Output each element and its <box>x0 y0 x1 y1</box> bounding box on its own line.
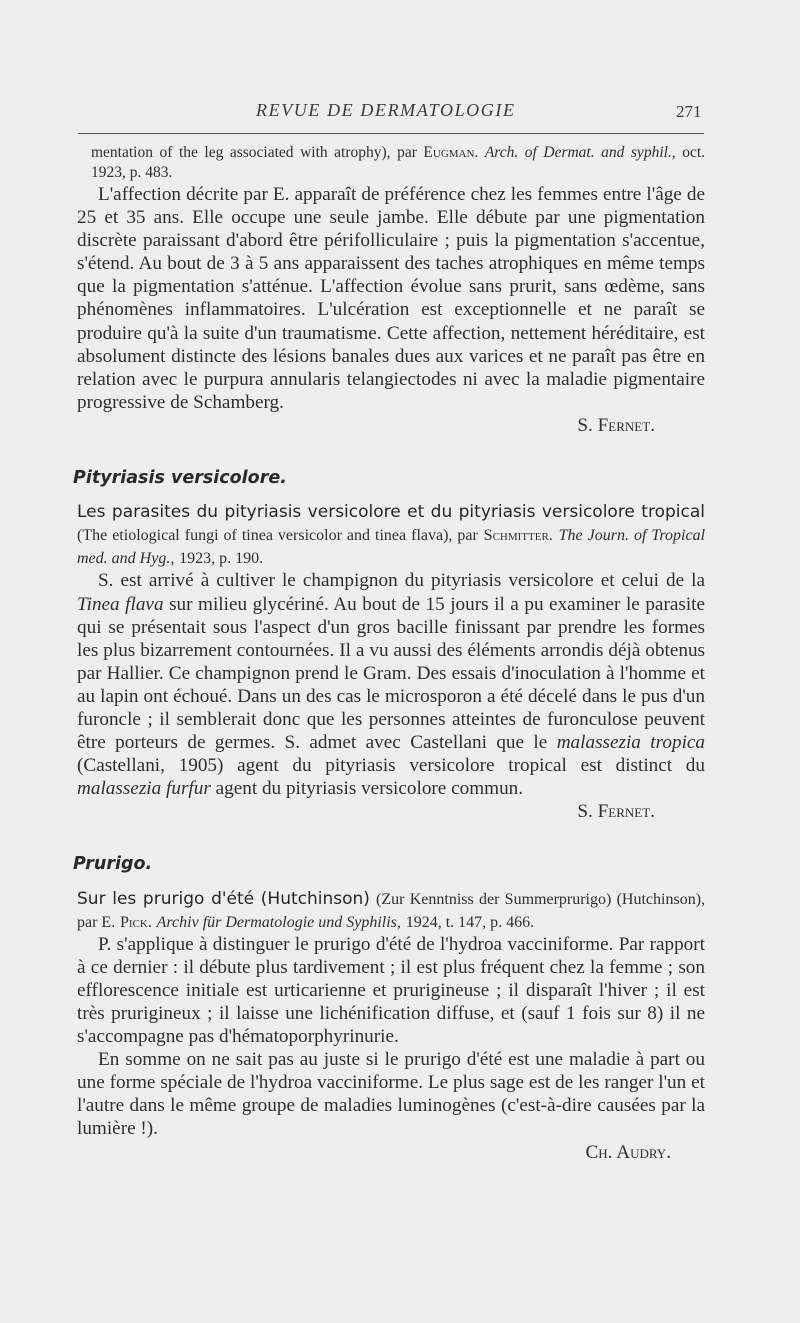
running-head: REVUE DE DERMATOLOGIE <box>256 100 516 120</box>
intro-signature-line <box>77 414 705 437</box>
section-title-pityriasis: Pityriasis versicolore. <box>73 468 287 489</box>
pityriasis-signature-line <box>77 800 705 823</box>
page-number: 271 <box>676 102 702 121</box>
entry-author-prurigo: Pick. <box>120 913 152 931</box>
intro-ref-tail: oct. 1923, p. 483. <box>91 144 706 181</box>
pityriasis-text-2: sur milieu glycériné. Au bout de 15 jours il a pu examiner le parasite qui se présentait sous l'aspect d'un gros bacille finissant par prendre les formes les plus bizarrement contournées. Il a vu aussi des éléments arrondis déjà obtenus par Hallier. Ce champignon prend le Gram. Des essais d'inoculation à l'homme et au lapin ont échoué. Dans un des cas le microsporon a été décelé dans le pus d'un furoncle ; il semblerait donc que les personnes atteintes de furonculose peuvent être porteurs de germes. S. admet avec Castellani que le <box>77 593 706 754</box>
article-body <box>73 143 706 1164</box>
intro-ref-author: Eugman. <box>423 144 479 161</box>
prurigo-signature: Ch. Audry. <box>585 1141 671 1163</box>
intro-ref-text: mentation of the leg associated with atrophy), par <box>91 144 417 161</box>
intro-signature: S. Fernet. <box>577 414 655 436</box>
intro-paragraph: L'affection décrite par E. apparaît de préférence chez les femmes entre l'âge de 25 et 35 ans. Elle occupe une seule jambe. Elle débute par une pigmentation discrète paraissant d'abord être périfolliculaire ; puis la pigmentation s'accentue, s'étend. Au bout de 3 à 5 ans apparaissent des taches atrophiques en même temps que la pigmentation s'atténue. L'affection évolue sans prurit, sans œdème, sans phénomènes inflammatoires. L'ulcération est exceptionnelle et ne paraît se produire qu'à la suite d'un traumatisme. Cette affection, nettement héréditaire, est absolument distincte des lésions banales dues aux varices et ne paraît pas être en relation avec le purpura annularis telangiectodes ni avec la maladie pigmentaire progressive de Schamberg. <box>77 184 705 413</box>
paragraph-prurigo-1: P. s'applique à distinguer le prurigo d'été de l'hydroa vacciniforme. Par rapport à ce dernier : il débute plus tardivement ; il est plus fréquent chez la femme ; son efflorescence initiale est urticarienne et prurigineuse ; il disparaît l'hiver ; il est très prurigineux ; il laisse une lichénification diffuse, et (sauf 1 fois sur 8) il ne s'accompagne pas d'hématoporphyrinurie. <box>77 933 705 1048</box>
entry-author-pityriasis: Schmitter. <box>483 527 553 545</box>
header-rule <box>78 133 704 134</box>
entry-heading-prurigo <box>77 887 705 933</box>
entry-ref-tail-prurigo: 1924, t. 147, p. 466. <box>405 913 535 931</box>
pityriasis-signature: S. Fernet. <box>577 801 655 823</box>
entry-title-prurigo: Sur les prurigo d'été (Hutchinson) <box>77 888 370 909</box>
entry-journal-pityriasis: The Journ. of Tropical med. and Hyg., <box>77 527 706 568</box>
entry-heading-pityriasis <box>77 500 705 569</box>
intro-ref-journal: Arch. of Dermat. and syphil., <box>484 144 676 161</box>
entry-ref-tail-pityriasis: 1923, p. 190. <box>179 550 264 568</box>
pityriasis-text-1: S. est arrivé à cultiver le champignon du pityriasis versicolore et celui de la <box>98 570 705 592</box>
paragraph-pityriasis <box>77 569 705 800</box>
paragraph-prurigo-2: En somme on ne sait pas au juste si le prurigo d'été est une maladie à part ou une forme spéciale de l'hydroa vacciniforme. Le plus sage est de les ranger l'un et l'autre dans le même groupe de maladies luminogènes (c'est-à-dire causées par la lumière !). <box>77 1049 705 1140</box>
pityriasis-italic-3: malassezia furfur <box>77 778 211 800</box>
pityriasis-text-4: agent du pityriasis versicolore commun. <box>215 778 524 800</box>
entry-journal-prurigo: Archiv für Dermatologie und Syphilis, <box>156 913 401 931</box>
entry-title-pityriasis: Les parasites du pityriasis versicolore et du pityriasis versicolore tropical <box>77 502 705 523</box>
pityriasis-text-3: (Castellani, 1905) agent du pityriasis versicolore tropical est distinct du <box>77 755 705 777</box>
intro-reference <box>77 143 705 183</box>
entry-subtitle-pityriasis: (The etiological fungi of tinea versicolor and tinea flava), par <box>77 527 478 545</box>
section-title-prurigo: Prurigo. <box>73 854 153 875</box>
pityriasis-italic-1: Tinea flava <box>77 593 164 615</box>
entry-subtitle-prurigo: (Zur Kenntniss der Summerprurigo) (Hutchinson), par E. <box>77 890 706 931</box>
pityriasis-italic-2: malassezia tropica <box>556 732 706 754</box>
